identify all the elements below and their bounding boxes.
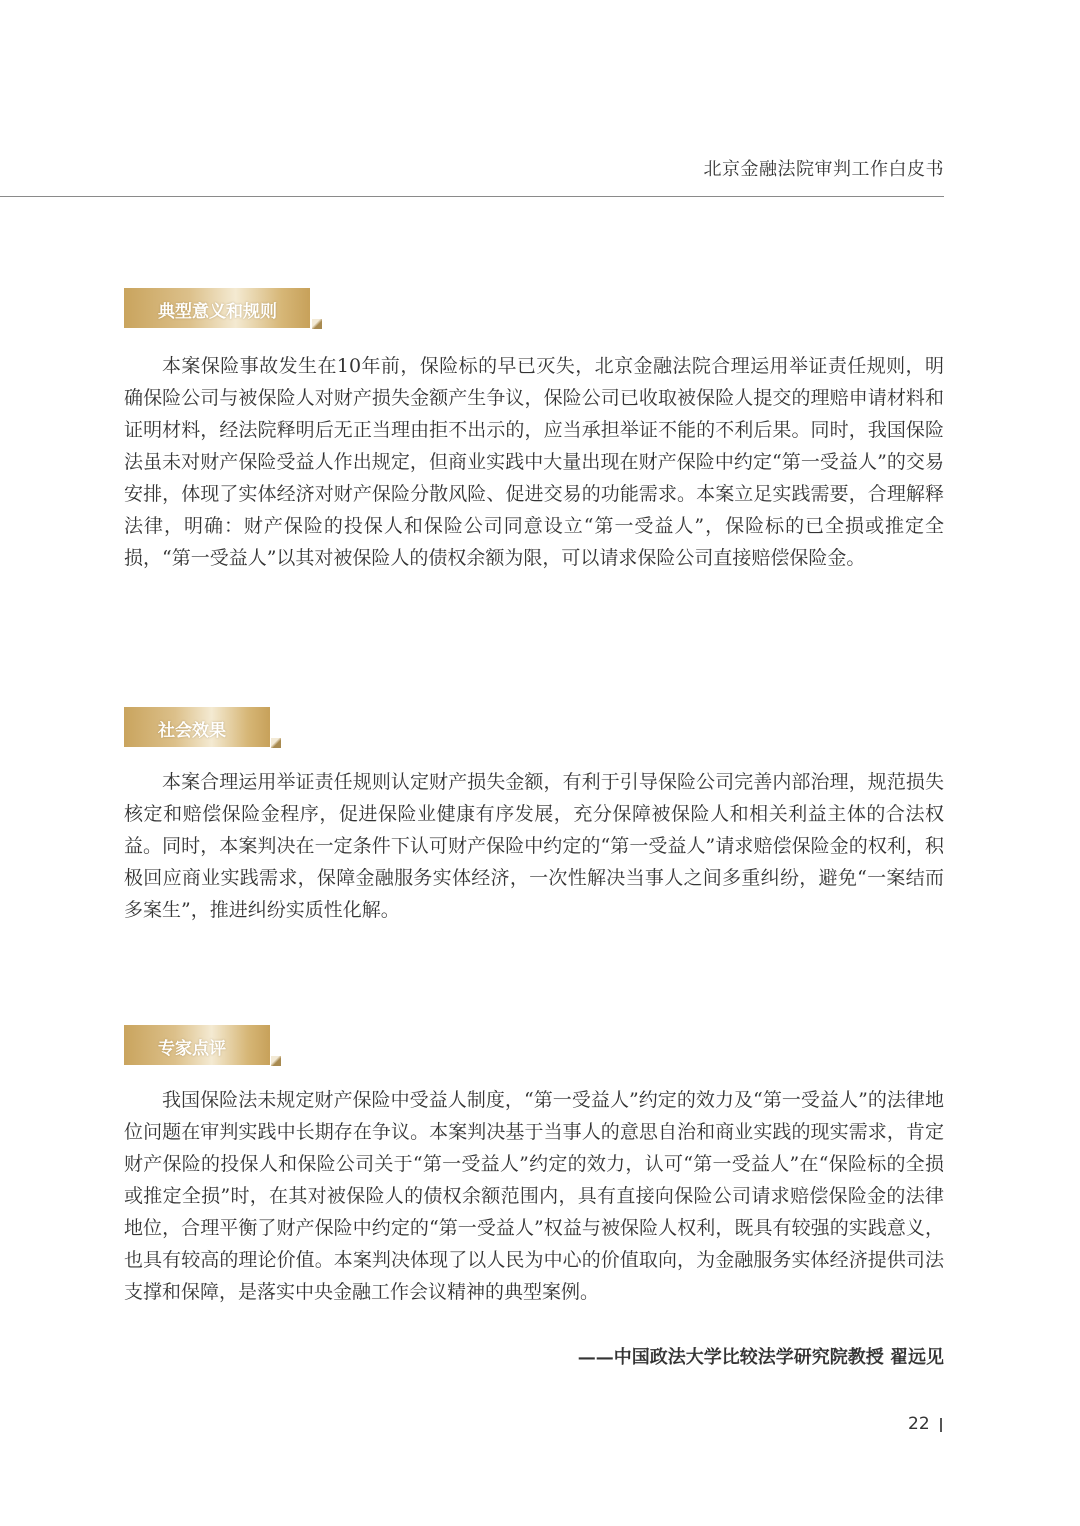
corner-ornament-icon [271, 1056, 281, 1066]
corner-ornament-icon [271, 738, 281, 748]
page-number-bar [940, 1418, 942, 1432]
page-number: 22 [908, 1414, 930, 1434]
header-divider [0, 196, 944, 197]
section-heading-significance [124, 288, 310, 328]
expert-attribution: ——中国政法大学比较法学研究院教授 翟远见 [577, 1347, 944, 1368]
section-paragraph: 本案合理运用举证责任规则认定财产损失金额，有利于引导保险公司完善内部治理，规范损失核定和赔偿保险金程序，促进保险业健康有序发展，充分保障被保险人和相关利益主体的合法权益。同时，本案判决在一定条件下认可财产保险中约定的“第一受益人”请求赔偿保险金的权利，积极回应商业实践需求，保障金融服务实体经济，一次性解决当事人之间多重纠纷，避免“一案结而多案生”，推进纠纷实质性化解。 [124, 771, 944, 921]
running-header-title: 北京金融法院审判工作白皮书 [703, 159, 944, 180]
section-heading-expert-review [124, 1025, 270, 1065]
section-heading-label: 社会效果 [158, 721, 226, 741]
section-heading-social-effect [124, 707, 270, 747]
corner-ornament-icon [312, 319, 322, 329]
section-heading-label: 专家点评 [158, 1039, 226, 1059]
section-paragraph: 本案保险事故发生在10年前，保险标的早已灭失，北京金融法院合理运用举证责任规则，明确保险公司与被保险人对财产损失金额产生争议，保险公司已收取被保险人提交的理赔申请材料和证明材料，经法院释明后无正当理由拒不出示的，应当承担举证不能的不利后果。同时，我国保险法虽未对财产保险受益人作出规定，但商业实践中大量出现在财产保险中约定“第一受益人”的交易安排，体现了实体经济对财产保险分散风险、促进交易的功能需求。本案立足实践需要，合理解释法律，明确：财产保险的投保人和保险公司同意设立“第一受益人”，保险标的已全损或推定全损，“第一受益人”以其对被保险人的债权余额为限，可以请求保险公司直接赔偿保险金。 [124, 355, 944, 569]
section-heading-label: 典型意义和规则 [158, 302, 277, 322]
section-paragraph: 我国保险法未规定财产保险中受益人制度，“第一受益人”约定的效力及“第一受益人”的法律地位问题在审判实践中长期存在争议。本案判决基于当事人的意思自治和商业实践的现实需求，肯定财产保险的投保人和保险公司关于“第一受益人”约定的效力，认可“第一受益人”在“保险标的全损或推定全损”时，在其对被保险人的债权余额范围内，具有直接向保险公司请求赔偿保险金的法律地位，合理平衡了财产保险中约定的“第一受益人”权益与被保险人权利，既具有较强的实践意义，也具有较高的理论价值。本案判决体现了以人民为中心的价值取向，为金融服务实体经济提供司法支撑和保障，是落实中央金融工作会议精神的典型案例。 [124, 1089, 944, 1303]
